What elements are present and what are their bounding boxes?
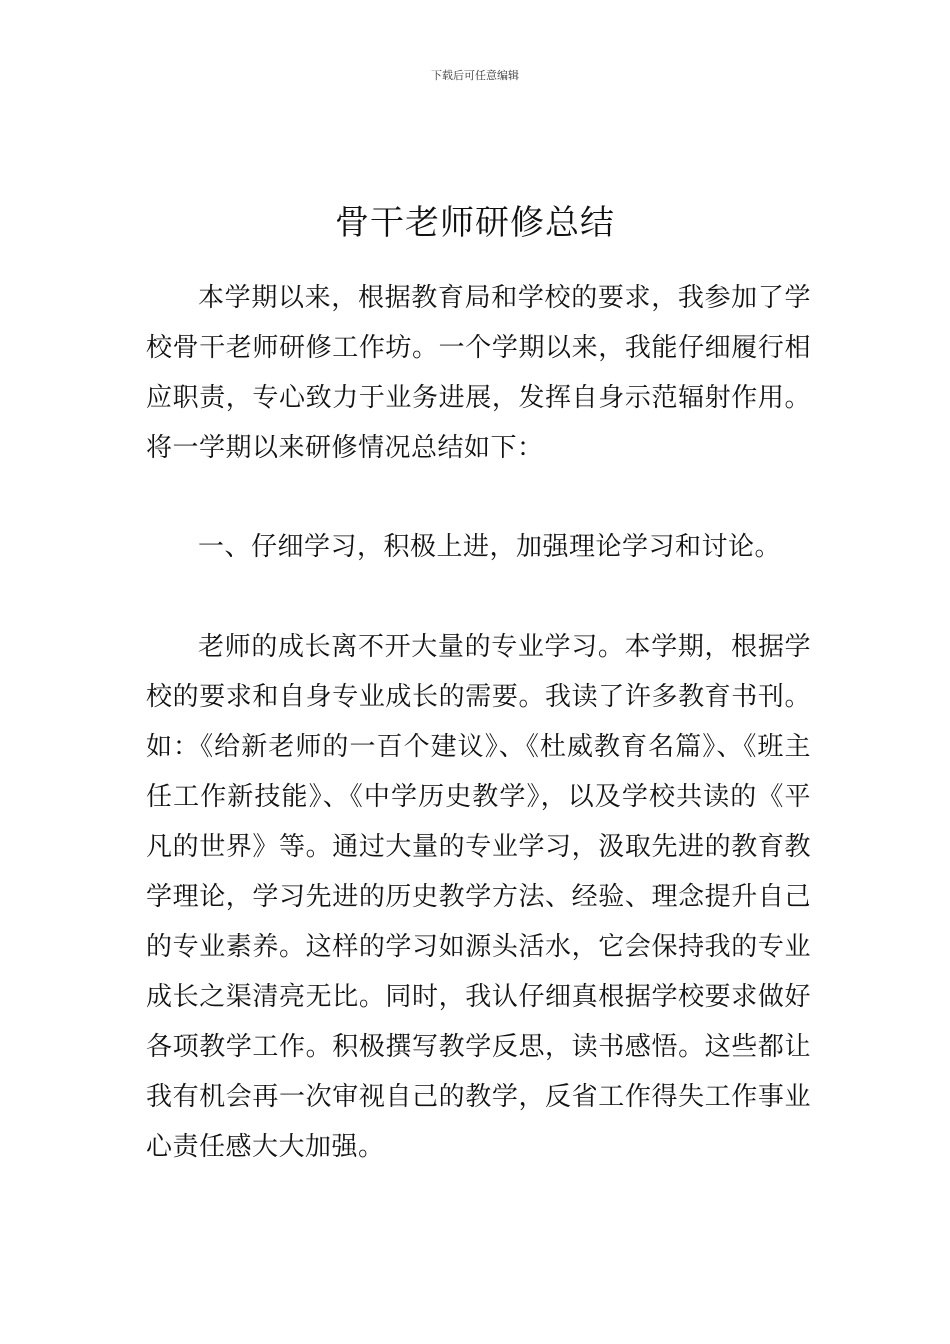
section-heading-1: 一、仔细学习，积极上进，加强理论学习和讨论。 — [198, 532, 782, 562]
paragraph-study: 老师的成长离不开大量的专业学习。本学期，根据学校的要求和自身专业成长的需要。我读了许多教育书刊。如：《给新老师的一百个建议》、《杜威教育名篇》、《班主任工作新技能》、《中学历史教学》，以及学校共读的《平凡的世界》等。通过大量的专业学习，汲取先进的教育教学理论，学习先进的历史教学方法、经验、理念提升自己的专业素养。这样的学习如源头活水，它会保持我的专业成长之渠清亮无比。同时，我认仔细真根据学校要求做好各项教学工作。积极撰写教学反思，读书感悟。这些都让我有机会再一次审视自己的教学，反省工作得失工作事业心责任感大大加强。 — [146, 632, 811, 1162]
header-note: 下载后可任意编辑 — [431, 69, 519, 82]
paragraph-intro: 本学期以来，根据教育局和学校的要求，我参加了学校骨干老师研修工作坊。一个学期以来，我能仔细履行相应职责，专心致力于业务进展，发挥自身示范辐射作用。将一学期以来研修情况总结如下： — [146, 283, 811, 463]
document-title: 骨干老师研修总结 — [335, 202, 615, 243]
